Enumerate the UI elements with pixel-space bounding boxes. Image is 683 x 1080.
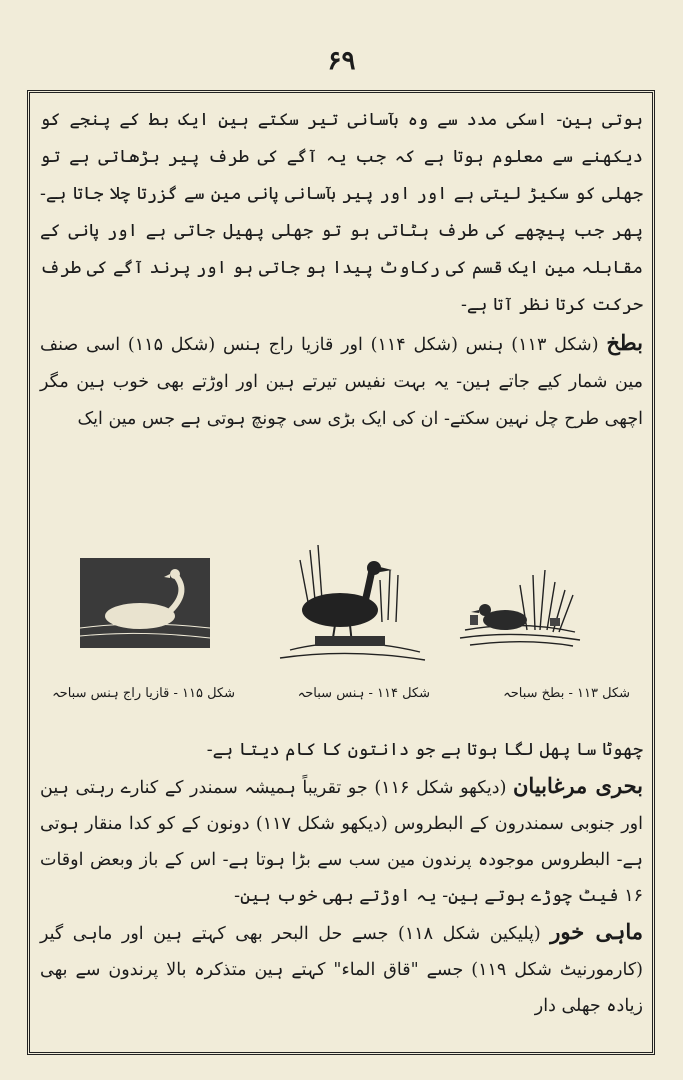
paragraph-fish-eaters-body: (پلیکین شکل ۱۱۸) جسے حل البحر بھی کہتے ہین اور ماہی گیر (کارمورنیٹ شکل ۱۱۹) جسے "قاق الماء" کہتے ہین متذکرہ بالا پرندون سے بھی زیادہ جھلی دار xyxy=(40,924,643,1016)
page-number: ۶۹ xyxy=(327,46,356,76)
caption-figure-115: شکل ۱۱۵ - قازیا راج ہنس سباحہ xyxy=(52,686,235,701)
figure-113-duck-illustration xyxy=(455,560,585,650)
paragraph-ducks-body: (شکل ۱۱۳) ہنس (شکل ۱۱۴) اور قازیا راج ہنس (شکل ۱۱۵) اسی صنف مین شمار کیے جاتے ہین- یہ بہت نفیس تیرتے ہین اور اوڑتے بھی خوب ہین مگر اچھی طرح چل نہین سکتے- ان کی ایک بڑی سی چونچ ہوتی ہے جس مین ایک xyxy=(40,335,643,429)
figure-114-goose-illustration xyxy=(270,540,430,665)
paragraph-seabirds-body: (دیکھو شکل ۱۱۶) جو تقریباً ہمیشہ سمندر کے کنارے رہتی ہین اور جنوبی سمندرون کے البطروس (دیکھو شکل ۱۱۷) دونون کے کو کدا منقار ہوتی ہے- البطروس موجودہ پرندون مین سب سے بڑا ہوتا ہے- اس کے باز وبعض اوقات ۱۶ فیٹ چوڑے ہوتے ہین- یہ اوڑتے بھی خوب ہین- xyxy=(40,778,643,906)
heading-seabirds: بحری مرغابیان xyxy=(513,773,643,798)
figure-115-swan-illustration xyxy=(80,558,210,648)
body-text-bottom xyxy=(40,732,643,1024)
paragraph-beak-continued: چھوٹا سا پھل لگا ہوتا ہے جو دانتون کا کام دیتا ہے- xyxy=(206,740,643,760)
caption-figure-113: شکل ۱۱۳ - بطخ سباحہ xyxy=(503,686,630,701)
heading-fish-eaters: ماہی خور xyxy=(550,919,643,944)
paragraph-ducks xyxy=(40,324,643,438)
body-text-top xyxy=(40,102,643,438)
paragraph-webbed-feet: ہوتی ہین- اسکی مدد سے وہ بآسانی تیر سکتے ہین ایک بط کے پنجے کو دیکھنے سے معلوم ہوتا ہے کہ جب یہ آگے کی طرف پیر بڑھاتی ہے تو جھلی کو سکیڑ لیتی ہے اور اور پیر بآسانی پانی مین سے گزرتا چلا جاتا ہے- پھر جب پیچھے کی طرف ہٹاتی ہو تو جھلی پھیل جاتی ہے اور پانی کے مقابلہ مین ایک قسم کی رکاوٹ پیدا ہو جاتی ہو اور پرند آگے کی طرف حرکت کرتا نظر آتا ہے- xyxy=(40,110,643,315)
paragraph-fish-eaters xyxy=(40,914,643,1024)
figure-captions xyxy=(40,686,640,716)
heading-duck: بطخ xyxy=(606,330,643,355)
paragraph-seabirds xyxy=(40,768,643,914)
caption-figure-114: شکل ۱۱۴ - ہنس سباحہ xyxy=(297,686,430,701)
figure-row xyxy=(60,540,620,670)
